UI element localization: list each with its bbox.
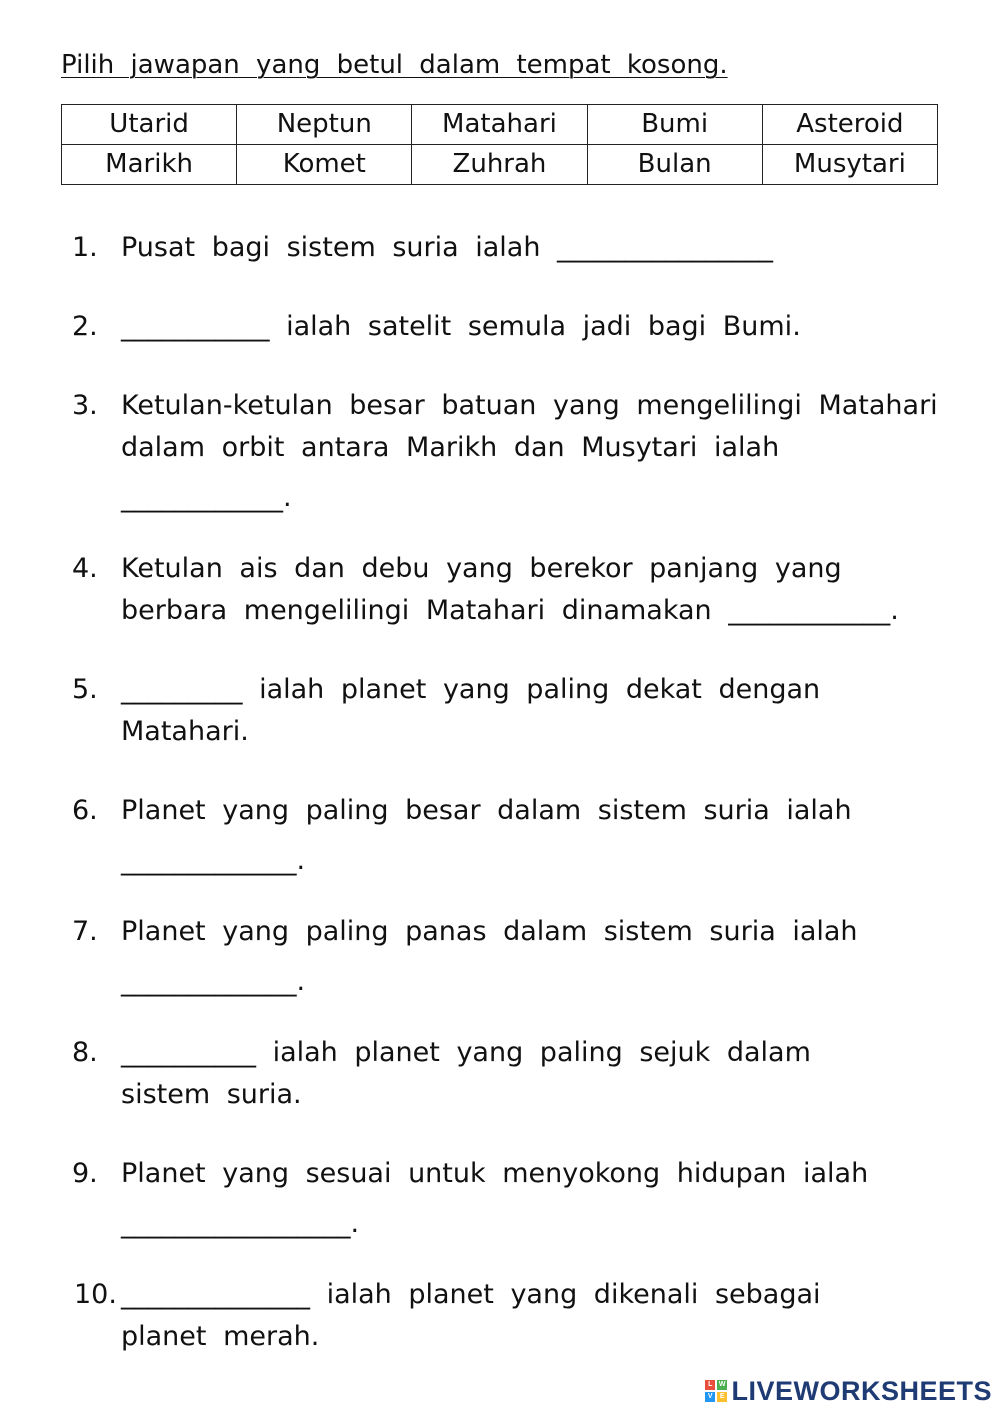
question-text	[121, 548, 931, 632]
question-text	[121, 911, 931, 1003]
answer-blank[interactable]: _________________.	[121, 1208, 360, 1239]
question-text	[121, 227, 931, 269]
logo-mark-icon	[705, 1380, 727, 1402]
question-text	[121, 1032, 931, 1116]
question-number: 10.	[74, 1279, 117, 1310]
question-line: sistem suria.	[121, 1079, 302, 1110]
word-bank-cell: Marikh	[62, 145, 237, 185]
question-number: 1.	[72, 232, 98, 263]
word-bank-cell: Utarid	[62, 105, 237, 145]
logo-mark-letter: W	[718, 1381, 727, 1388]
word-bank-cell: Asteroid	[762, 105, 937, 145]
question-text	[121, 669, 931, 753]
question-line[interactable]: berbara mengelilingi Matahari dinamakan ____________.	[121, 595, 899, 626]
logo-mark-letter: E	[717, 1392, 727, 1402]
word-bank-cell: Matahari	[412, 105, 587, 145]
question-line[interactable]: ___________ ialah satelit semula jadi bagi Bumi.	[121, 311, 801, 342]
question-line: Planet yang sesuai untuk menyokong hidupan ialah	[121, 1158, 869, 1189]
question-line: planet merah.	[121, 1321, 320, 1352]
logo-mark-letter: L	[705, 1380, 715, 1390]
question-number: 9.	[72, 1158, 98, 1189]
question-text	[121, 790, 931, 882]
question-number: 4.	[72, 553, 98, 584]
logo-text: LIVEWORKSHEETS	[731, 1375, 992, 1406]
question-line: Planet yang paling panas dalam sistem suria ialah	[121, 916, 858, 947]
answer-blank[interactable]: _____________.	[121, 966, 306, 997]
instruction-heading: Pilih jawapan yang betul dalam tempat kosong.	[61, 50, 728, 80]
word-bank-cell: Zuhrah	[412, 145, 587, 185]
question-number: 3.	[72, 390, 98, 421]
word-bank-row	[62, 105, 938, 145]
question-line: Matahari.	[121, 716, 249, 747]
question-line: Ketulan-ketulan besar batuan yang mengelilingi Matahari	[121, 390, 938, 421]
word-bank-cell: Bulan	[587, 145, 762, 185]
word-bank-table	[61, 104, 938, 185]
question-number: 2.	[72, 311, 98, 342]
answer-blank[interactable]: ____________.	[121, 482, 292, 513]
question-text	[121, 385, 938, 519]
word-bank-cell: Neptun	[237, 105, 412, 145]
question-line: Planet yang paling besar dalam sistem suria ialah	[121, 795, 852, 826]
question-number: 8.	[72, 1037, 98, 1068]
question-number: 7.	[72, 916, 98, 947]
question-line[interactable]: Pusat bagi sistem suria ialah ________________	[121, 232, 774, 263]
question-number: 5.	[72, 674, 98, 705]
answer-blank[interactable]: _____________.	[121, 845, 306, 876]
word-bank-cell: Komet	[237, 145, 412, 185]
logo-mark-letter: V	[705, 1392, 715, 1402]
question-line: Ketulan ais dan debu yang berekor panjang yang	[121, 553, 842, 584]
word-bank-cell: Bumi	[587, 105, 762, 145]
question-text	[121, 306, 931, 348]
question-text	[121, 1274, 931, 1358]
question-line[interactable]: ______________ ialah planet yang dikenali sebagai	[121, 1279, 821, 1310]
question-line: dalam orbit antara Marikh dan Musytari ialah	[121, 432, 780, 463]
question-text	[121, 1153, 931, 1245]
question-line[interactable]: _________ ialah planet yang paling dekat dengan	[121, 674, 821, 705]
word-bank-row	[62, 145, 938, 185]
question-number: 6.	[72, 795, 98, 826]
word-bank-cell: Musytari	[762, 145, 937, 185]
question-line[interactable]: __________ ialah planet yang paling sejuk dalam	[121, 1037, 811, 1068]
liveworksheets-logo	[705, 1371, 992, 1411]
